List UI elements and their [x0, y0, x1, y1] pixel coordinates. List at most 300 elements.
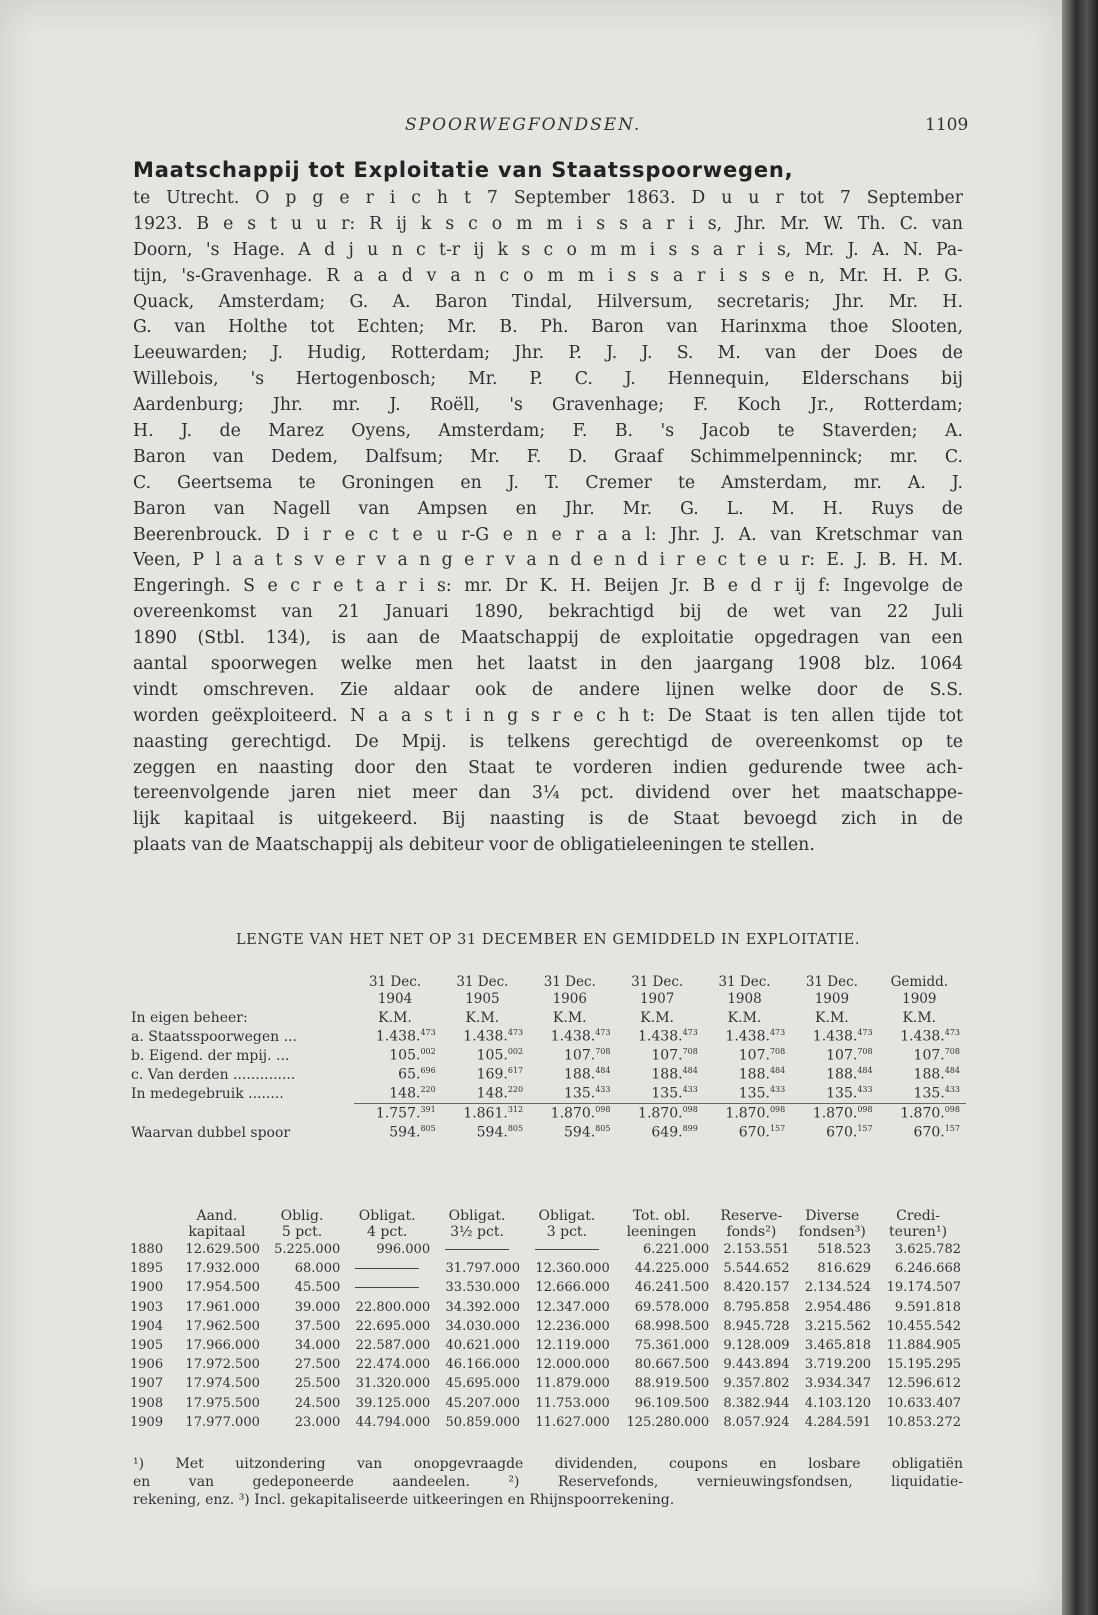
value-main: 1.438. — [725, 1028, 770, 1045]
column-header — [612, 1208, 711, 1240]
table-cell — [442, 1027, 529, 1046]
table-cell — [354, 1046, 441, 1065]
body-line: Baron van Dedem, Dalfsum; Mr. F. D. Graaf Schimmelpenninck; mr. C. — [133, 446, 963, 467]
value-main: 1.438. — [463, 1028, 508, 1045]
body-line: naasting gerechtigd. De Mpij. is telkens gerechtigd de overeenkomst op te — [133, 731, 963, 752]
value-main: 1.757. — [375, 1105, 421, 1122]
table-row — [128, 1355, 963, 1374]
unit-cell: K.M. — [378, 1009, 412, 1026]
year-cell: 1907 — [130, 1376, 164, 1392]
table-cell: 39.125.000 — [355, 1395, 431, 1411]
table-cell: 69.578.000 — [634, 1299, 710, 1315]
year-cell: 1880 — [130, 1242, 164, 1258]
value-decimal: 433 — [682, 1085, 698, 1095]
value-decimal: 098 — [595, 1105, 611, 1115]
double-track-row — [131, 1123, 966, 1142]
table-cell — [704, 1027, 791, 1046]
table-cell: 45.500 — [294, 1280, 341, 1296]
empty-dash — [355, 1287, 419, 1288]
row-label: c. Van derden .............. — [131, 1066, 296, 1083]
table-cell: 12.119.000 — [535, 1338, 610, 1354]
value-decimal: 312 — [507, 1105, 524, 1115]
value-decimal: 805 — [507, 1124, 524, 1134]
table-cell: 25.500 — [294, 1376, 341, 1392]
table-cell: 3.465.818 — [804, 1338, 872, 1354]
table-cell: 816.629 — [817, 1261, 872, 1277]
table-cell: 34.030.000 — [445, 1318, 520, 1334]
table-cell: 88.919.500 — [634, 1376, 710, 1392]
column-header — [879, 974, 966, 1008]
table-cell — [879, 1027, 966, 1046]
column-header-line: Obligat. — [448, 1208, 506, 1224]
table-cell: 6.246.668 — [894, 1261, 961, 1277]
body-line: zeggen en naasting door den Staat te vorderen indien gedurende twee ach- — [133, 757, 963, 778]
table-row — [128, 1317, 963, 1336]
body-line: Quack, Amsterdam; G. A. Baron Tindal, Hilversum, secretaris; Jhr. Mr. H. — [133, 291, 963, 312]
value-decimal: 473 — [420, 1028, 436, 1038]
table-cell — [791, 1084, 878, 1104]
column-header-line: teuren¹) — [889, 1224, 948, 1240]
value-main: 188. — [651, 1066, 683, 1083]
body-line: C. Geertsema te Groningen en J. T. Cremer te Amsterdam, mr. A. J. — [133, 472, 963, 493]
value-main: 107. — [826, 1047, 858, 1064]
value-decimal: 433 — [944, 1085, 960, 1095]
value-decimal: 473 — [857, 1028, 873, 1038]
table-cell: 9.357.802 — [723, 1376, 790, 1392]
column-header-line: kapitaal — [188, 1224, 246, 1240]
table-cell: 39.000 — [294, 1299, 341, 1315]
column-header-line: Aand. — [196, 1208, 238, 1224]
value-decimal: 617 — [507, 1066, 524, 1076]
body-line: te Utrecht. O p g e r i c h t 7 September 1863. D u u r tot 7 September — [133, 188, 963, 208]
column-header — [342, 1208, 432, 1240]
column-header — [354, 974, 441, 1008]
body-line: aantal spoorwegen welke men het laatst in den jaargang 1908 blz. 1064 — [133, 654, 963, 675]
body-line: H. J. de Marez Oyens, Amsterdam; F. B. 's Jacob te Staverden; A. — [133, 421, 963, 442]
value-main: 1.438. — [550, 1028, 596, 1045]
year-cell: 1904 — [130, 1318, 164, 1334]
table-cell: 44.225.000 — [634, 1261, 710, 1277]
body-line: vindt omschreven. Zie aldaar ook de andere lijnen welke door de S.S. — [133, 679, 963, 700]
column-header-line: 1904 — [377, 991, 413, 1007]
table-cell: 5.225.000 — [274, 1242, 341, 1258]
value-decimal: 473 — [507, 1028, 524, 1038]
table-cell — [354, 1084, 441, 1104]
table-cell: 8.420.157 — [723, 1280, 790, 1296]
column-header-line: 31 Dec. — [718, 974, 771, 990]
value-main: 1.870. — [725, 1105, 770, 1122]
body-line: Baron van Nagell van Ampsen en Jhr. Mr. G. L. M. H. Ruys de — [133, 498, 963, 519]
value-main: 594. — [476, 1124, 508, 1141]
value-decimal: 805 — [595, 1124, 611, 1134]
table-cell: 12.360.000 — [535, 1261, 610, 1277]
unit-cell: K.M. — [552, 1009, 587, 1026]
unit-row-label: In eigen beheer: — [131, 1009, 248, 1026]
empty-dash — [445, 1249, 509, 1250]
footnote-line: en van gedeponeerde aandeelen. ²) Reservefonds, vernieuwingsfondsen, liquidatie- — [133, 1474, 963, 1490]
column-header-line: 31 Dec. — [456, 974, 509, 990]
table-cell — [791, 1065, 878, 1084]
column-header-line: 1909 — [902, 991, 937, 1007]
table-cell — [342, 1259, 432, 1278]
table-cell — [342, 1278, 432, 1297]
table-cell: 10.455.542 — [886, 1318, 961, 1334]
table-cell: 12.000.000 — [535, 1357, 610, 1373]
table-cell: 17.962.500 — [185, 1318, 260, 1334]
value-main: 1.870. — [812, 1105, 858, 1122]
value-decimal: 391 — [420, 1105, 436, 1115]
column-header — [791, 974, 878, 1008]
column-header-line: Reserve- — [720, 1208, 783, 1224]
value-main: 135. — [738, 1085, 770, 1102]
value-main: 148. — [389, 1085, 421, 1102]
table-cell: 44.794.000 — [355, 1414, 431, 1430]
table-cell: 12.347.000 — [535, 1299, 610, 1315]
book-spine-edge — [1062, 0, 1098, 1615]
value-decimal: 098 — [944, 1105, 960, 1115]
column-header-line: 3 pct. — [546, 1224, 588, 1240]
network-length-table — [131, 974, 966, 1142]
body-line: tereenvolgende jaren niet meer dan 3¼ pct. dividend over het maatschappe- — [133, 783, 963, 804]
table2-header-row — [128, 1208, 963, 1240]
body-line: Willebois, 's Hertogenbosch; Mr. P. C. J. Hennequin, Elderschans bij — [133, 369, 963, 390]
column-header-line: fonds²) — [726, 1224, 777, 1240]
body-line: overeenkomst van 21 Januari 1890, bekrachtigd bij de wet van 22 Juli — [133, 602, 963, 623]
body-line: G. van Holthe tot Echten; Mr. B. Ph. Baron van Harinxma thoe Slooten, — [133, 317, 963, 338]
value-main: 188. — [564, 1066, 596, 1083]
column-header-line: Obligat. — [538, 1208, 596, 1224]
table-cell: 996.000 — [376, 1242, 431, 1258]
value-main: 670. — [913, 1124, 945, 1141]
balance-history-table — [128, 1208, 963, 1432]
table-cell: 17.966.000 — [185, 1338, 260, 1354]
footnote-line: rekening, enz. ³) Incl. gekapitaliseerde uitkeeringen en Rhijnspoorrekening. — [133, 1492, 675, 1508]
value-decimal: 098 — [682, 1105, 698, 1115]
section-heading: Maatschappij tot Exploitatie van Staatsspoorwegen, — [133, 158, 794, 182]
unit-cell: K.M. — [640, 1009, 674, 1026]
year-cell: 1903 — [130, 1299, 164, 1315]
value-decimal: 708 — [682, 1047, 698, 1057]
column-header-line: 3½ pct. — [450, 1224, 504, 1240]
table-cell: 23.000 — [294, 1414, 341, 1430]
table-cell: 19.174.507 — [886, 1280, 961, 1296]
table-cell: 68.998.500 — [634, 1318, 710, 1334]
value-main: 1.438. — [638, 1028, 683, 1045]
table-cell: 31.320.000 — [355, 1376, 431, 1392]
totals-label — [131, 1104, 354, 1124]
year-cell: 1908 — [130, 1395, 164, 1411]
total-cell — [616, 1104, 703, 1124]
column-header-line: 5 pct. — [281, 1224, 323, 1240]
table-cell — [442, 1046, 529, 1065]
table-row — [128, 1394, 963, 1413]
running-header — [0, 115, 1062, 139]
table-cell: 2.954.486 — [804, 1299, 872, 1315]
value-decimal: 484 — [857, 1066, 873, 1076]
table-cell: 10.633.407 — [886, 1395, 961, 1411]
value-decimal: 473 — [682, 1028, 698, 1038]
table-cell: 518.523 — [817, 1242, 872, 1258]
body-line: Veen, P l a a t s v e r v a n g e r v a n d e n d i r e c t e u r: E. J. B. H. M. — [133, 550, 963, 571]
value-main: 594. — [389, 1124, 421, 1141]
table-cell: 33.530.000 — [445, 1280, 520, 1296]
column-header-line: 1905 — [465, 991, 500, 1007]
table1-header-row — [131, 974, 966, 1008]
table-cell — [442, 1084, 529, 1104]
value-decimal: 473 — [595, 1028, 611, 1038]
column-header-line: Obligat. — [358, 1208, 416, 1224]
running-title: SPOORWEGFONDSEN. — [405, 115, 642, 135]
double-track-label: Waarvan dubbel spoor — [131, 1124, 291, 1141]
table-cell: 9.443.894 — [723, 1357, 790, 1373]
column-header-line: 1908 — [727, 991, 762, 1007]
value-decimal: 899 — [682, 1124, 698, 1134]
table1-unit-row — [131, 1008, 966, 1027]
body-line: lijk kapitaal is uitgekeerd. Bij naasting is de Staat bevoegd zich in de — [133, 809, 963, 830]
column-header-line: Credi- — [896, 1208, 940, 1224]
body-line: tijn, 's-Gravenhage. R a a d v a n c o m m i s s a r i s s e n, Mr. H. P. G. — [133, 265, 963, 286]
table-cell — [616, 1046, 703, 1065]
value-decimal: 220 — [507, 1085, 524, 1095]
table-cell — [529, 1046, 616, 1065]
column-header-line: 31 Dec. — [805, 974, 858, 990]
year-cell: 1906 — [130, 1357, 164, 1373]
table-row — [128, 1240, 963, 1259]
table-cell: 8.945.728 — [723, 1318, 790, 1334]
total-cell — [791, 1104, 878, 1124]
table-cell: 11.884.905 — [886, 1338, 961, 1354]
table2-corner — [128, 1208, 172, 1240]
table-cell: 12.596.612 — [886, 1376, 961, 1392]
table-cell: 34.000 — [294, 1338, 341, 1354]
value-decimal: 708 — [595, 1047, 611, 1057]
column-header-line: 4 pct. — [367, 1224, 408, 1240]
value-main: 148. — [476, 1085, 508, 1102]
value-main: 1.438. — [812, 1028, 858, 1045]
value-main: 105. — [389, 1047, 421, 1064]
body-line: Beerenbrouck. D i r e c t e u r-G e n e r a a l: Jhr. J. A. van Kretschmar van — [133, 524, 963, 545]
table-cell: 12.629.500 — [185, 1242, 260, 1258]
value-decimal: 220 — [420, 1085, 436, 1095]
unit-cell: K.M. — [902, 1009, 937, 1026]
value-decimal: 708 — [944, 1047, 960, 1057]
table-cell: 45.207.000 — [445, 1395, 520, 1411]
column-header — [442, 974, 529, 1008]
column-header-line: Tot. obl. — [632, 1208, 691, 1224]
year-cell: 1900 — [130, 1280, 164, 1296]
table-cell — [529, 1065, 616, 1084]
table-cell: 22.474.000 — [355, 1357, 431, 1373]
table-cell — [529, 1084, 616, 1104]
value-decimal: 484 — [682, 1066, 698, 1076]
value-decimal: 473 — [769, 1028, 786, 1038]
table-cell: 75.361.000 — [634, 1338, 710, 1354]
column-header — [262, 1208, 342, 1240]
column-header-line: 31 Dec. — [368, 974, 422, 990]
value-main: 670. — [738, 1124, 770, 1141]
value-main: 107. — [913, 1047, 945, 1064]
table-cell: 8.795.858 — [723, 1299, 790, 1315]
value-main: 169. — [476, 1066, 508, 1083]
table1-title: LENGTE VAN HET NET OP 31 DECEMBER EN GEMIDDELD IN EXPLOITATIE. — [235, 932, 861, 948]
table-cell: 96.109.500 — [634, 1395, 710, 1411]
table-row — [128, 1298, 963, 1317]
table-cell: 50.859.000 — [445, 1414, 520, 1430]
body-line: plaats van de Maatschappij als debiteur voor de obligatieleeningen te stellen. — [133, 835, 815, 856]
footnote-line: ¹) Met uitzondering van onopgevraagde dividenden, coupons en losbare obligatiën — [133, 1456, 963, 1472]
body-line: Engeringh. S e c r e t a r i s: mr. Dr K. H. Beijen Jr. B e d r ij f: Ingevolge de — [133, 576, 963, 597]
value-decimal: 433 — [857, 1085, 873, 1095]
table-cell — [529, 1027, 616, 1046]
body-line: Aardenburg; Jhr. mr. J. Roëll, 's Gravenhage; F. Koch Jr., Rotterdam; — [133, 395, 963, 416]
value-main: 649. — [651, 1124, 683, 1141]
table-cell: 11.627.000 — [535, 1414, 610, 1430]
value-main: 1.870. — [550, 1105, 596, 1122]
value-decimal: 002 — [507, 1047, 524, 1057]
table-cell: 10.853.272 — [886, 1414, 961, 1430]
column-header-line: Gemidd. — [890, 974, 949, 990]
column-header-line: 31 Dec. — [631, 974, 684, 990]
table-cell: 3.934.347 — [804, 1376, 872, 1392]
value-decimal: 484 — [769, 1066, 786, 1076]
value-main: 107. — [651, 1047, 683, 1064]
table-cell — [616, 1084, 703, 1104]
total-cell — [529, 1104, 616, 1124]
table-cell: 17.972.500 — [185, 1357, 260, 1373]
value-decimal: 696 — [420, 1066, 436, 1076]
column-header — [792, 1208, 874, 1240]
double-track-cell — [704, 1123, 791, 1142]
table-cell: 9.591.818 — [894, 1299, 961, 1315]
table-cell: 4.284.591 — [804, 1414, 872, 1430]
value-decimal: 805 — [420, 1124, 436, 1134]
value-decimal: 157 — [857, 1124, 873, 1134]
table-cell: 8.057.924 — [723, 1414, 790, 1430]
value-main: 188. — [913, 1066, 945, 1083]
year-cell: 1895 — [130, 1261, 164, 1277]
table-cell — [879, 1046, 966, 1065]
double-track-cell — [529, 1123, 616, 1142]
value-main: 105. — [476, 1047, 508, 1064]
column-header — [704, 974, 791, 1008]
table-row — [128, 1374, 963, 1393]
table-cell — [354, 1065, 441, 1084]
table-cell: 2.153.551 — [723, 1242, 790, 1258]
table-row — [128, 1259, 963, 1278]
empty-dash — [355, 1268, 419, 1269]
table-row — [131, 1027, 966, 1046]
table-cell: 31.797.000 — [445, 1261, 520, 1277]
table-cell: 3.719.200 — [804, 1357, 872, 1373]
table-cell: 17.974.500 — [185, 1376, 260, 1392]
value-decimal: 002 — [420, 1047, 436, 1057]
column-header — [616, 974, 703, 1008]
table-cell: 22.587.000 — [355, 1338, 431, 1354]
value-decimal: 098 — [769, 1105, 786, 1115]
table-cell: 5.544.652 — [723, 1261, 790, 1277]
body-line: 1923. B e s t u u r: R ij k s c o m m i s s a r i s, Jhr. Mr. W. Th. C. van — [133, 213, 963, 234]
value-decimal: 484 — [944, 1066, 960, 1076]
unit-cell: K.M. — [815, 1009, 849, 1026]
table-cell: 17.961.000 — [185, 1299, 260, 1315]
table-row — [128, 1336, 963, 1355]
value-main: 670. — [826, 1124, 858, 1141]
value-main: 1.861. — [463, 1105, 508, 1122]
table-cell: 17.954.500 — [185, 1280, 260, 1296]
value-main: 1.438. — [375, 1028, 421, 1045]
table-cell: 46.241.500 — [634, 1280, 710, 1296]
double-track-cell — [616, 1123, 703, 1142]
table-cell: 45.695.000 — [445, 1376, 520, 1392]
column-header-line: 1909 — [814, 991, 850, 1007]
table-cell — [616, 1027, 703, 1046]
double-track-cell — [354, 1123, 441, 1142]
row-label: b. Eigend. der mpij. ... — [131, 1047, 290, 1064]
row-label: In medegebruik ........ — [131, 1085, 284, 1102]
table-cell: 8.382.944 — [723, 1395, 790, 1411]
double-track-cell — [879, 1123, 966, 1142]
table-row — [128, 1413, 963, 1432]
table-cell: 17.932.000 — [185, 1261, 260, 1277]
table-cell: 37.500 — [294, 1318, 341, 1334]
table1-corner — [131, 974, 354, 1008]
empty-dash — [535, 1249, 599, 1250]
year-cell: 1909 — [130, 1414, 164, 1430]
column-header-line: 31 Dec. — [543, 974, 596, 990]
value-decimal: 484 — [595, 1066, 611, 1076]
table-cell — [354, 1027, 441, 1046]
unit-cell: K.M. — [727, 1009, 762, 1026]
table-cell: 34.392.000 — [445, 1299, 520, 1315]
table-cell — [704, 1065, 791, 1084]
table-cell — [522, 1240, 612, 1259]
table-cell — [432, 1240, 522, 1259]
totals-row — [131, 1104, 966, 1124]
table-row — [131, 1046, 966, 1065]
value-decimal: 433 — [769, 1085, 786, 1095]
total-cell — [879, 1104, 966, 1124]
value-decimal: 098 — [857, 1105, 873, 1115]
column-header — [172, 1208, 262, 1240]
year-cell: 1905 — [130, 1338, 164, 1354]
table-cell: 40.621.000 — [445, 1338, 520, 1354]
table-cell: 17.975.500 — [185, 1395, 260, 1411]
body-line: Leeuwarden; J. Hudig, Rotterdam; Jhr. P. J. J. S. M. van der Does de — [133, 343, 963, 364]
column-header-line: Diverse — [805, 1208, 860, 1224]
table-cell: 24.500 — [294, 1395, 341, 1411]
value-decimal: 473 — [944, 1028, 960, 1038]
table-cell: 2.134.524 — [804, 1280, 872, 1296]
value-main: 188. — [826, 1066, 858, 1083]
value-main: 188. — [738, 1066, 770, 1083]
table-cell: 15.195.295 — [886, 1357, 961, 1373]
page-number: 1109 — [925, 115, 969, 135]
table-cell: 3.215.562 — [804, 1318, 872, 1334]
column-header — [432, 1208, 522, 1240]
value-decimal: 708 — [769, 1047, 786, 1057]
table-cell: 46.166.000 — [445, 1357, 520, 1373]
value-main: 1.870. — [900, 1105, 945, 1122]
table-cell: 11.879.000 — [535, 1376, 610, 1392]
table-cell: 6.221.000 — [643, 1242, 710, 1258]
table-row — [131, 1084, 966, 1104]
value-main: 135. — [826, 1085, 858, 1102]
value-decimal: 708 — [857, 1047, 873, 1057]
table-cell: 68.000 — [294, 1261, 341, 1277]
value-decimal: 433 — [595, 1085, 611, 1095]
value-main: 135. — [913, 1085, 945, 1102]
table-row — [131, 1065, 966, 1084]
